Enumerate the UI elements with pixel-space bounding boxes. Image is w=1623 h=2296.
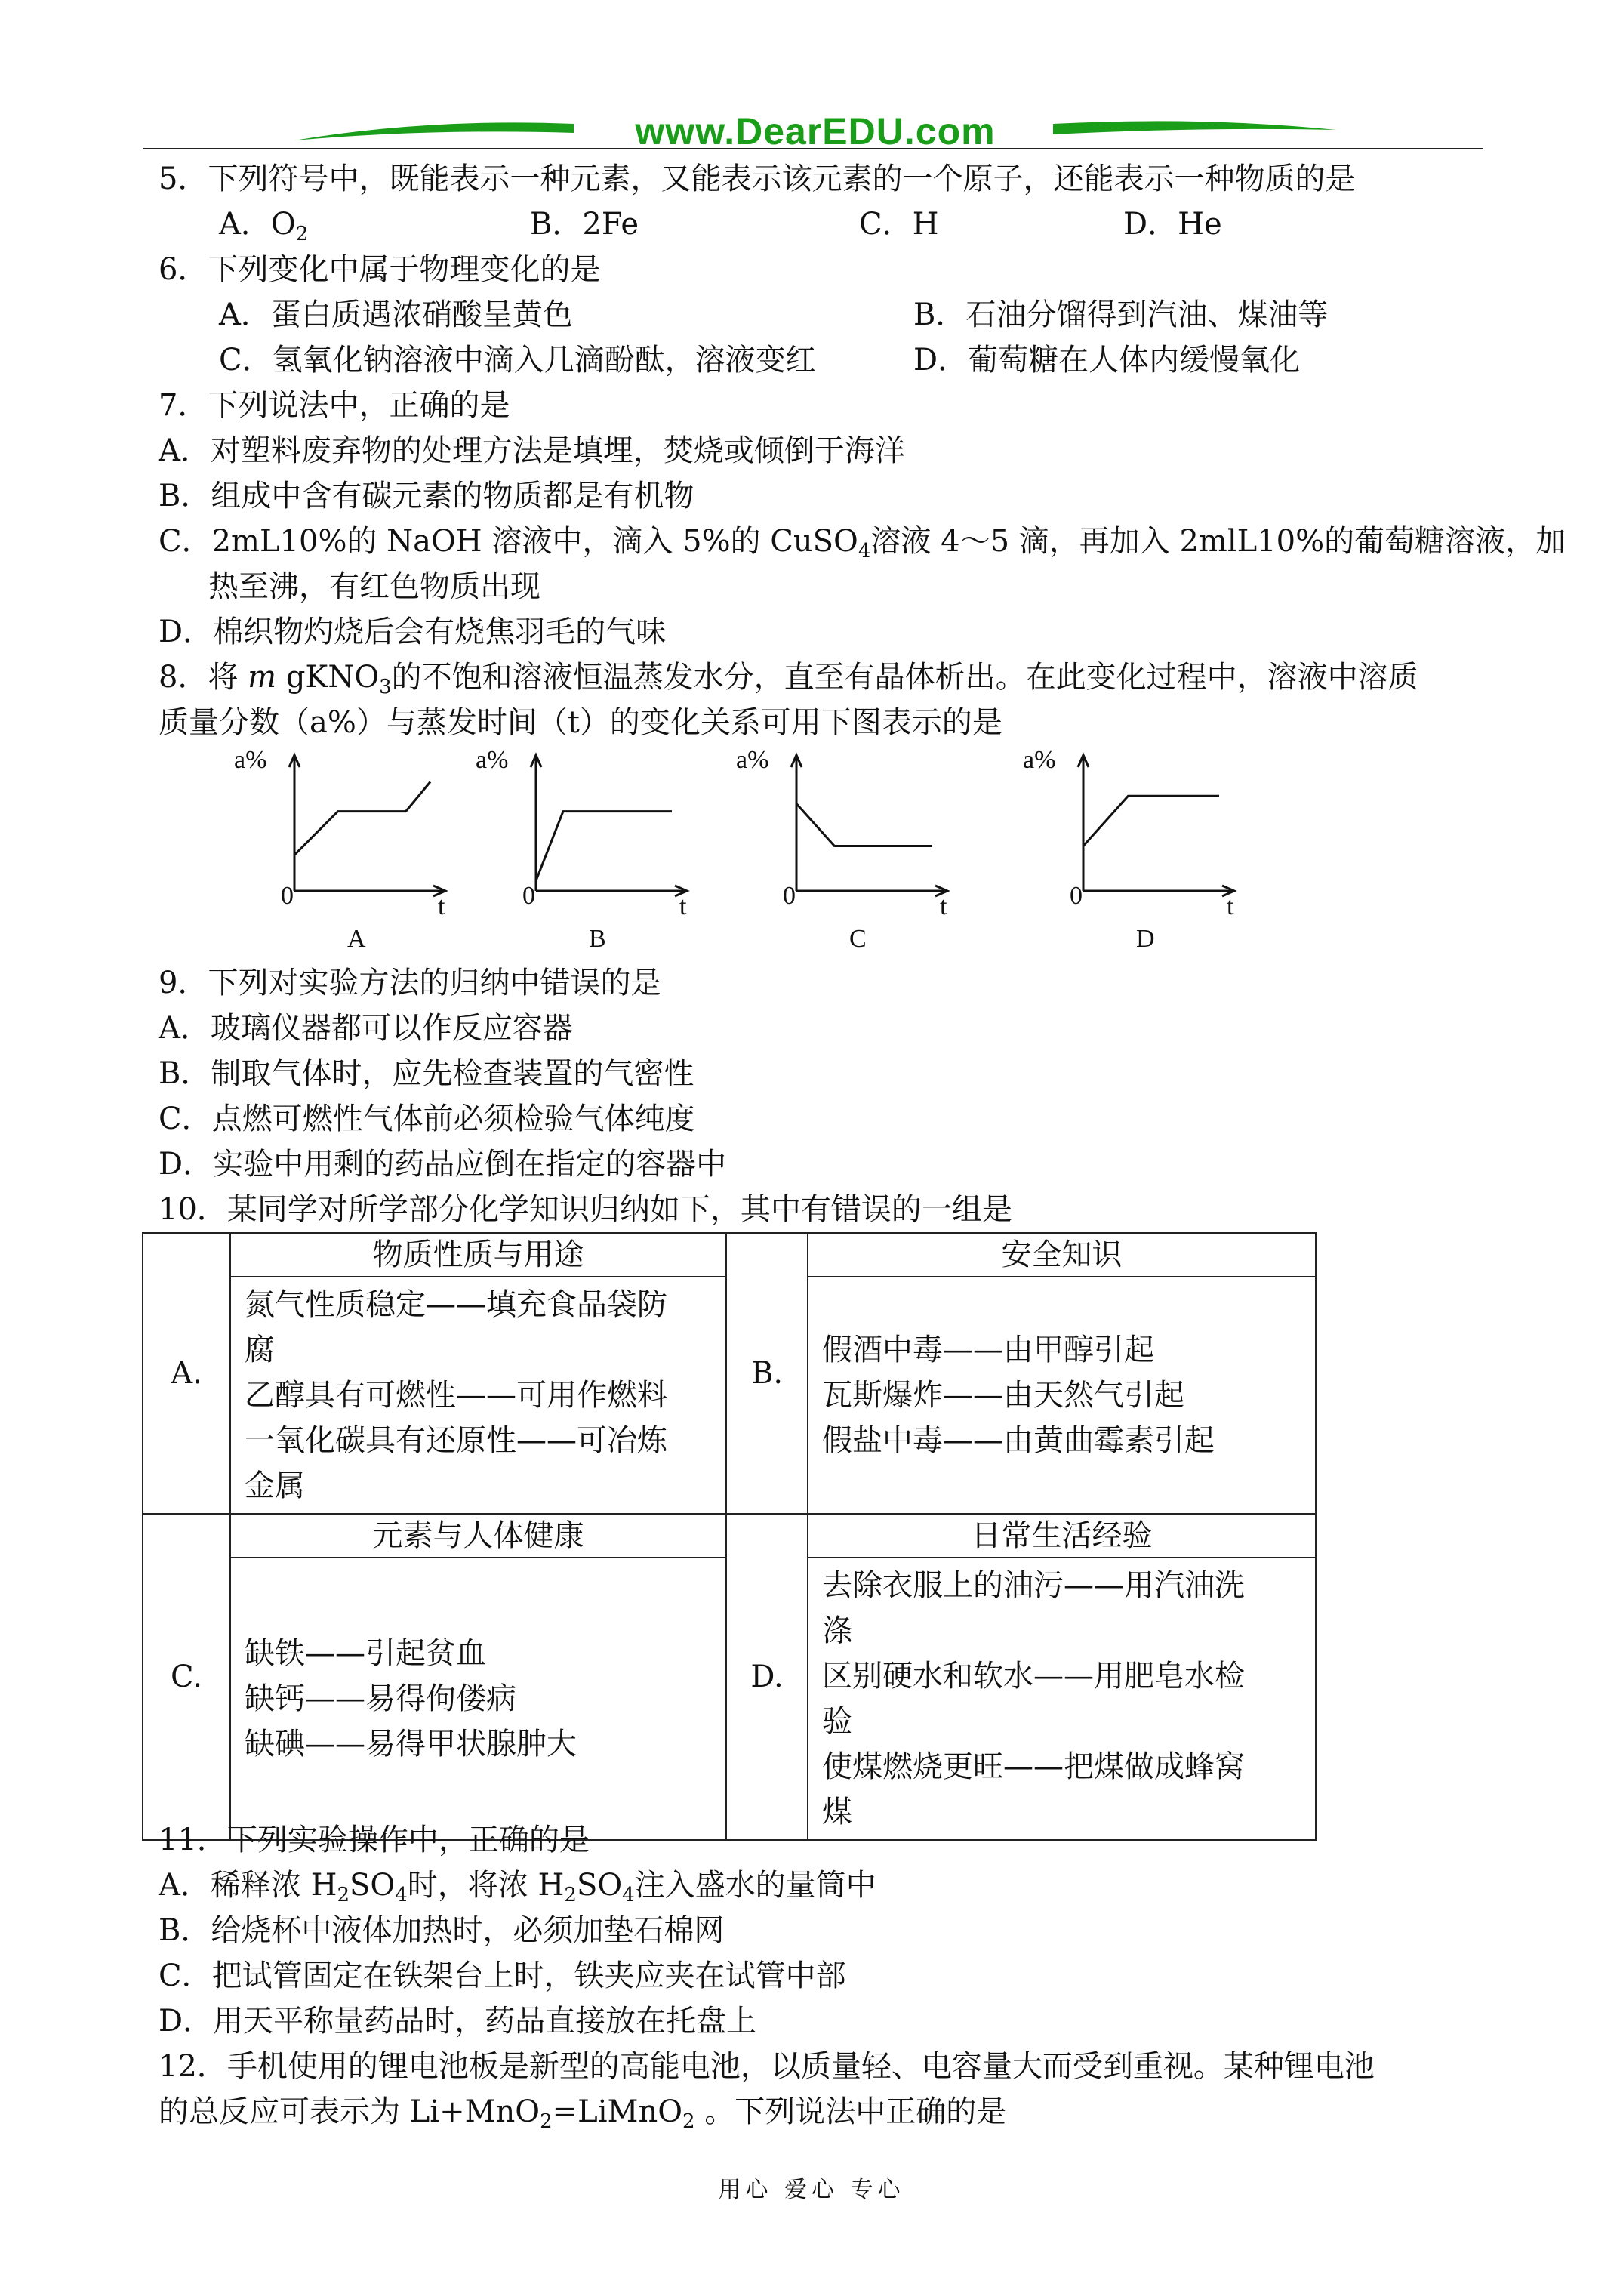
chart-caption: A bbox=[347, 925, 366, 953]
q11-option-c: C．把试管固定在铁架台上时，铁夹应夹在试管中部 bbox=[159, 1959, 846, 1993]
q6-option-a: A．蛋白质遇浓硝酸呈黄色 bbox=[219, 297, 573, 332]
q10-stem: 10．某同学对所学部分化学知识归纳如下，其中有错误的一组是 bbox=[159, 1192, 1012, 1227]
q10-d-line: 去除衣服上的油污——用汽油洗 bbox=[822, 1568, 1245, 1603]
q8-stem-line2: 质量分数（a%）与蒸发时间（t）的变化关系可用下图表示的是 bbox=[159, 705, 1002, 740]
q7-option-c: C．2mL10%的 NaOH 溶液中，滴入 5%的 CuSO$_4$溶液 4～5 滴，再加入 2mlL10%的葡萄糖溶液，加 bbox=[159, 524, 1566, 562]
x-axis-label: t bbox=[1227, 892, 1234, 920]
q10-a-header: 物质性质与用途 bbox=[230, 1233, 726, 1277]
q7-option-d: D．棉织物灼烧后会有烧焦羽毛的气味 bbox=[159, 615, 667, 649]
q9-option-a: A．玻璃仪器都可以作反应容器 bbox=[159, 1011, 573, 1046]
q6-option-d: D．葡萄糖在人体内缓慢氧化 bbox=[913, 343, 1301, 378]
q10-b-header: 安全知识 bbox=[808, 1233, 1316, 1277]
q10-b-line: 假盐中毒——由黄曲霉素引起 bbox=[822, 1423, 1215, 1458]
q10-option-d-label: D. bbox=[726, 1514, 808, 1840]
x-axis-label: t bbox=[679, 892, 687, 920]
q12-stem-line2: 的总反应可表示为 Li+MnO$_2$=LiMnO$_2$ 。下列说法中正确的是 bbox=[159, 2094, 1007, 2133]
series-line bbox=[294, 782, 430, 855]
q10-d-line: 使煤燃烧更旺——把煤做成蜂窝 bbox=[822, 1749, 1245, 1784]
q10-c-content bbox=[230, 1558, 726, 1840]
q10-c-line: 缺铁——引起贫血 bbox=[245, 1636, 486, 1671]
q11-stem: 11．下列实验操作中，正确的是 bbox=[159, 1823, 590, 1857]
chart-option-b bbox=[476, 747, 702, 959]
q11-option-d: D．用天平称量药品时，药品直接放在托盘上 bbox=[159, 2004, 757, 2039]
q10-d-line: 验 bbox=[822, 1704, 852, 1739]
q9-option-d: D．实验中用剩的药品应倒在指定的容器中 bbox=[159, 1147, 727, 1182]
series-line bbox=[536, 812, 672, 881]
q12-stem-line1: 12．手机使用的锂电池板是新型的高能电池，以质量轻、电容量大而受到重视。某种锂电池 bbox=[159, 2049, 1375, 2084]
origin-label: 0 bbox=[783, 882, 796, 910]
origin-label: 0 bbox=[522, 882, 535, 910]
q10-option-a-label: A. bbox=[143, 1233, 230, 1514]
q11-option-a: A．稀释浓 $H_2SO_4$时，将浓 $H_2SO_4$注入盛水的量筒中 bbox=[159, 1868, 876, 1906]
header-rule bbox=[143, 148, 1483, 149]
y-axis-label: a% bbox=[234, 746, 267, 774]
q5-option-d: D．He bbox=[1123, 207, 1222, 242]
chart-caption: B bbox=[589, 925, 606, 953]
chart-option-d bbox=[1023, 747, 1249, 959]
q10-option-b-label: B. bbox=[726, 1233, 808, 1514]
q5-option-b: B．2Fe bbox=[530, 207, 639, 242]
q7-option-c-cont: 热至沸，有红色物质出现 bbox=[208, 569, 540, 604]
q10-b-line: 假酒中毒——由甲醇引起 bbox=[822, 1333, 1154, 1367]
q5-stem: 5．下列符号中，既能表示一种元素，又能表示该元素的一个原子，还能表示一种物质的是 bbox=[159, 162, 1356, 196]
q10-knowledge-table bbox=[142, 1232, 1317, 1841]
q10-b-content bbox=[808, 1277, 1316, 1514]
q9-option-c: C．点燃可燃性气体前必须检验气体纯度 bbox=[159, 1102, 695, 1136]
q6-stem: 6．下列变化中属于物理变化的是 bbox=[159, 252, 601, 287]
q10-a-line: 一氧化碳具有还原性——可冶炼 bbox=[245, 1423, 667, 1458]
y-axis-label: a% bbox=[476, 746, 509, 774]
q8-stem-line1: 8．将 m gKNO$_3$的不饱和溶液恒温蒸发水分，直至有晶体析出。在此变化过程中，溶液中溶质 bbox=[159, 660, 1418, 698]
y-axis-label: a% bbox=[736, 746, 769, 774]
q10-a-line: 金属 bbox=[245, 1469, 305, 1503]
q5-option-c: C．H bbox=[859, 207, 939, 242]
q10-a-line: 氮气性质稳定——填充食品袋防 bbox=[245, 1287, 667, 1322]
q7-stem: 7．下列说法中，正确的是 bbox=[159, 388, 510, 423]
q10-b-line: 瓦斯爆炸——由天然气引起 bbox=[822, 1378, 1184, 1413]
q6-option-c: C．氢氧化钠溶液中滴入几滴酚酞，溶液变红 bbox=[219, 343, 816, 378]
origin-label: 0 bbox=[281, 882, 294, 910]
q10-a-content bbox=[230, 1277, 726, 1514]
q11-option-b: B．给烧杯中液体加热时，必须加垫石棉网 bbox=[159, 1913, 725, 1948]
y-axis-label: a% bbox=[1023, 746, 1056, 774]
q10-a-line: 腐 bbox=[245, 1333, 275, 1367]
q10-d-content bbox=[808, 1558, 1316, 1840]
q10-a-line: 乙醇具有可燃性——可用作燃料 bbox=[245, 1378, 667, 1413]
q10-c-header: 元素与人体健康 bbox=[230, 1514, 726, 1558]
chart-caption: C bbox=[849, 925, 867, 953]
q10-c-line: 缺碘——易得甲状腺肿大 bbox=[245, 1727, 577, 1761]
origin-label: 0 bbox=[1070, 882, 1083, 910]
q10-c-line: 缺钙——易得佝偻病 bbox=[245, 1681, 516, 1716]
chart-option-c bbox=[736, 747, 962, 959]
q10-d-line: 涤 bbox=[822, 1613, 852, 1648]
series-line bbox=[1083, 796, 1219, 846]
site-logo-text: www.DearEDU.com bbox=[635, 110, 996, 153]
chart-option-a bbox=[234, 747, 460, 959]
q10-d-line: 区别硬水和软水——用肥皂水检 bbox=[822, 1659, 1245, 1693]
q6-option-b: B．石油分馏得到汽油、煤油等 bbox=[913, 297, 1329, 332]
x-axis-label: t bbox=[940, 892, 947, 920]
q9-stem: 9．下列对实验方法的归纳中错误的是 bbox=[159, 966, 661, 1000]
q5-option-a: A．$O_2$ bbox=[219, 207, 309, 245]
q7-option-b: B．组成中含有碳元素的物质都是有机物 bbox=[159, 479, 694, 513]
chart-caption: D bbox=[1136, 925, 1155, 953]
q10-d-header: 日常生活经验 bbox=[808, 1514, 1316, 1558]
series-line bbox=[796, 803, 932, 846]
q9-option-b: B．制取气体时，应先检查装置的气密性 bbox=[159, 1056, 694, 1091]
x-axis-label: t bbox=[438, 892, 445, 920]
q7-option-a: A．对塑料废弃物的处理方法是填埋，焚烧或倾倒于海洋 bbox=[159, 433, 905, 468]
page-footer: 用心 爱心 专心 bbox=[718, 2177, 905, 2203]
q10-option-c-label: C. bbox=[143, 1514, 230, 1840]
q10-d-line: 煤 bbox=[822, 1795, 852, 1829]
page-header bbox=[143, 110, 1483, 153]
